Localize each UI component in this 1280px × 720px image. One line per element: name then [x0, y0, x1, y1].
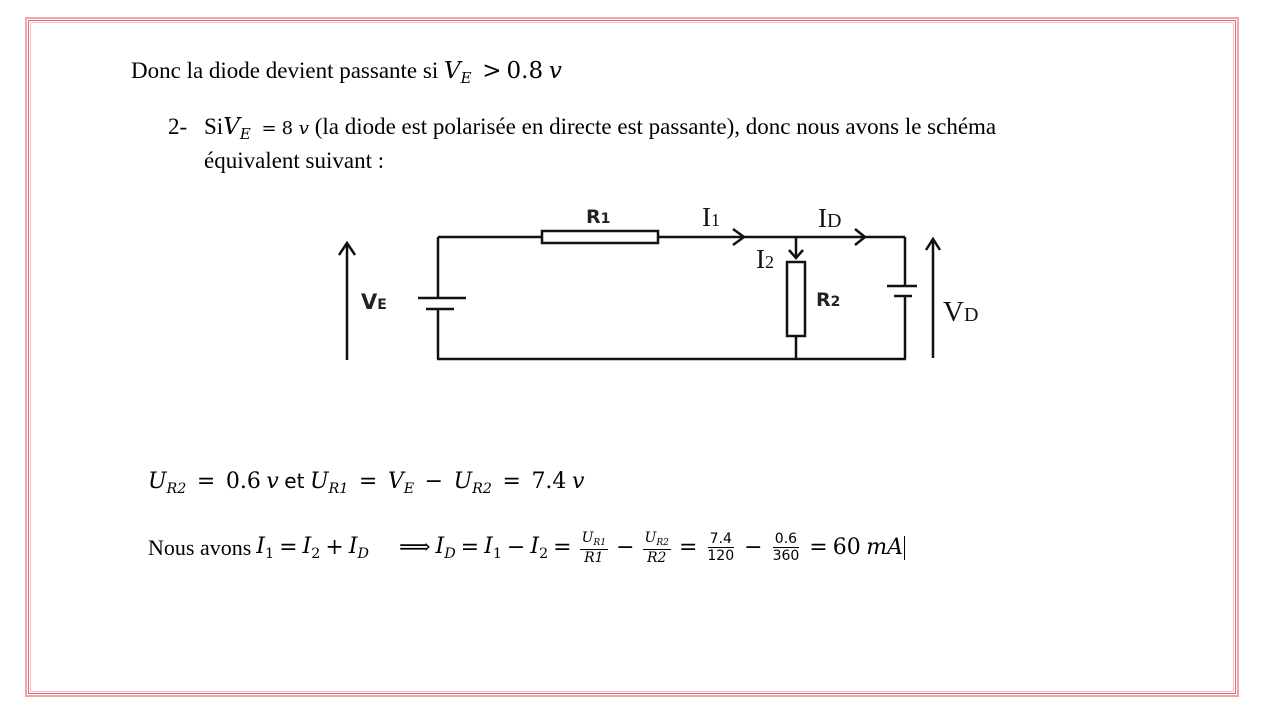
implies-symbol: ⟹ [398, 535, 431, 561]
fraction-ur1-over-r1: $\frac{U_{R1}}{R1}$ [581, 530, 607, 566]
fraction-ur2-over-r2: $\frac{U_{R2}}{R2}$ [644, 530, 669, 566]
ve-variable: $V_E$ [223, 114, 251, 144]
fraction-7-4-over-120: $\frac{7.4}{120}$ [707, 531, 735, 565]
ve-label: VE [361, 290, 387, 314]
ve-variable: $V_E$ [443, 58, 472, 88]
list-item-number: 2- [168, 114, 188, 139]
ur1-term: $U_{R1}$ [309, 469, 349, 497]
fraction-0-6-over-360: $\frac{0.6}{360}$ [772, 531, 800, 565]
si-text: Si [204, 114, 224, 139]
threshold-value: 0.8 [506, 58, 544, 84]
conjunction-et: et [284, 469, 305, 493]
unit-v: v [298, 118, 309, 139]
resistor-r2 [787, 262, 805, 336]
intro-text: Nous avons [148, 534, 252, 560]
result-value: 60 [832, 535, 861, 561]
result-unit: mA [866, 535, 903, 561]
voltage-equation: $U_{R2} = 0.6$ v et $U_{R1} = V_E - U_{R2} = 7.4$ v [148, 469, 585, 497]
explanation-text: (la diode est polarisée en directe est passante), donc nous avons le schéma [314, 114, 997, 139]
i2-label: I2 [756, 244, 774, 274]
resistor-r1 [542, 231, 658, 243]
id-label: ID [818, 203, 842, 233]
i1-label: I1 [702, 202, 720, 232]
list-item-2-line2: équivalent suivant : [204, 148, 385, 173]
ur2-term: $U_{R2}$ [148, 469, 187, 497]
r2-label: R2 [816, 289, 841, 311]
text-cursor [904, 536, 905, 560]
vd-label: VD [943, 296, 979, 328]
gt-operator: > [482, 58, 502, 84]
ur1-value: 7.4 [531, 469, 567, 494]
eq-operator: = [261, 118, 277, 139]
unit-v: v [548, 58, 562, 84]
r1-label: R1 [586, 206, 611, 228]
ve-term: $V_E$ [387, 469, 415, 497]
condition-text: Donc la diode devient passante si [131, 58, 439, 83]
current-equation: Nous avons $I_1$ = $I_2$ + $I_D$ ⟹ $I_D$ = $I_1$ − $I_2$ = $\frac{U_{R1}}{R1}$ − $\frac{U_{R2}}{R2}$ = $\frac{7.4}{120}$ − $\frac{0.6}{360}$ = 60 mA [148, 530, 903, 566]
ur2-value: 0.6 [225, 469, 261, 494]
ve-value: 8 [281, 118, 294, 139]
